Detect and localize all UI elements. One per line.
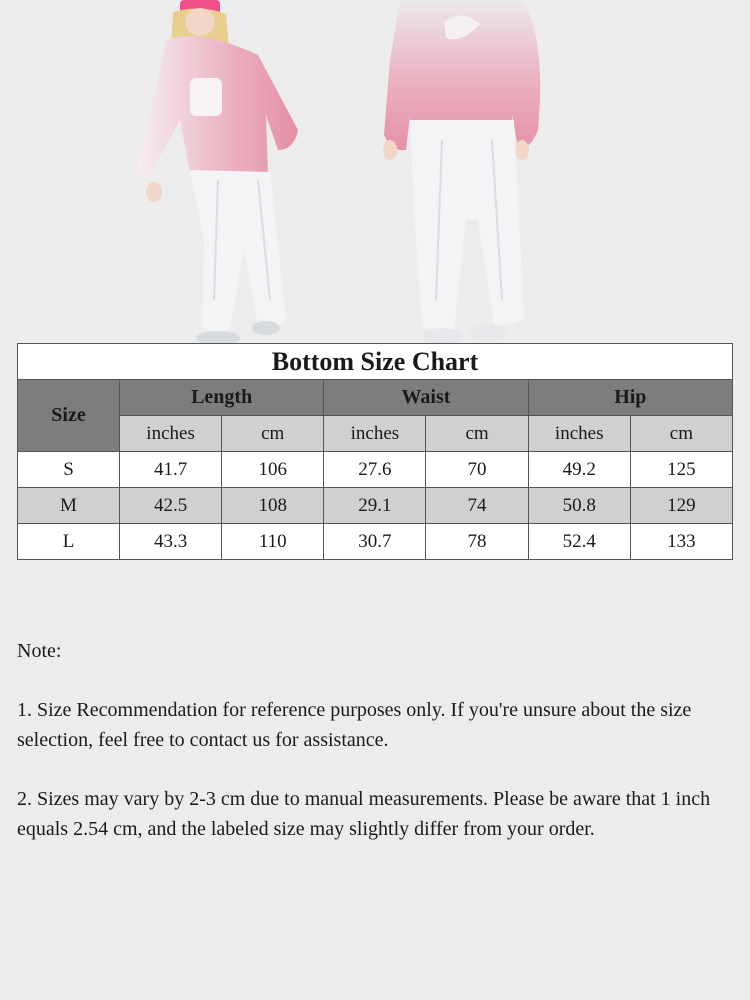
table-cell: 50.8 [528, 488, 630, 524]
table-cell: 129 [630, 488, 732, 524]
notes-heading: Note: [17, 640, 62, 662]
notes-section [17, 636, 737, 873]
table-cell: 110 [222, 524, 324, 560]
hand-right [515, 140, 529, 160]
table-cell: 70 [426, 452, 528, 488]
model-photo-right [362, 0, 562, 345]
table-cell: 27.6 [324, 452, 426, 488]
unit-header: inches [120, 416, 222, 452]
size-label: L [18, 524, 120, 560]
unit-header: cm [222, 416, 324, 452]
size-chart-table [17, 343, 733, 560]
table-cell: 52.4 [528, 524, 630, 560]
pants [190, 170, 286, 332]
table-cell: 29.1 [324, 488, 426, 524]
shoe-right [470, 324, 506, 340]
size-label: M [18, 488, 120, 524]
table-cell: 49.2 [528, 452, 630, 488]
group-header-hip: Hip [528, 380, 732, 416]
table-row [18, 488, 733, 524]
hand-left [383, 140, 397, 160]
table-cell: 42.5 [120, 488, 222, 524]
group-header-waist: Waist [324, 380, 528, 416]
table-cell: 106 [222, 452, 324, 488]
chart-title: Bottom Size Chart [18, 344, 733, 380]
unit-header: inches [528, 416, 630, 452]
table-cell: 74 [426, 488, 528, 524]
shoe-right [252, 321, 280, 335]
table-cell: 30.7 [324, 524, 426, 560]
model-photo-left [118, 0, 318, 345]
size-label: S [18, 452, 120, 488]
table-cell: 78 [426, 524, 528, 560]
hand-left [146, 182, 162, 202]
table-row [18, 524, 733, 560]
size-column-header: Size [18, 380, 120, 452]
pants [410, 120, 524, 331]
unit-header: cm [426, 416, 528, 452]
table-cell: 41.7 [120, 452, 222, 488]
group-header-length: Length [120, 380, 324, 416]
table-row [18, 452, 733, 488]
unit-header: cm [630, 416, 732, 452]
table-cell: 125 [630, 452, 732, 488]
table-cell: 43.3 [120, 524, 222, 560]
note-item: 2. Sizes may vary by 2-3 cm due to manual measurements. Please be aware that 1 inch equals 2.54 cm, and the labeled size may slightly differ from your order. [17, 788, 711, 840]
jacket-pocket [190, 78, 222, 116]
table-cell: 133 [630, 524, 732, 560]
face [185, 8, 215, 36]
shoe-left [422, 328, 462, 344]
note-item: 1. Size Recommendation for reference purposes only. If you're unsure about the size selection, feel free to contact us for assistance. [17, 699, 692, 751]
table-cell: 108 [222, 488, 324, 524]
unit-header: inches [324, 416, 426, 452]
